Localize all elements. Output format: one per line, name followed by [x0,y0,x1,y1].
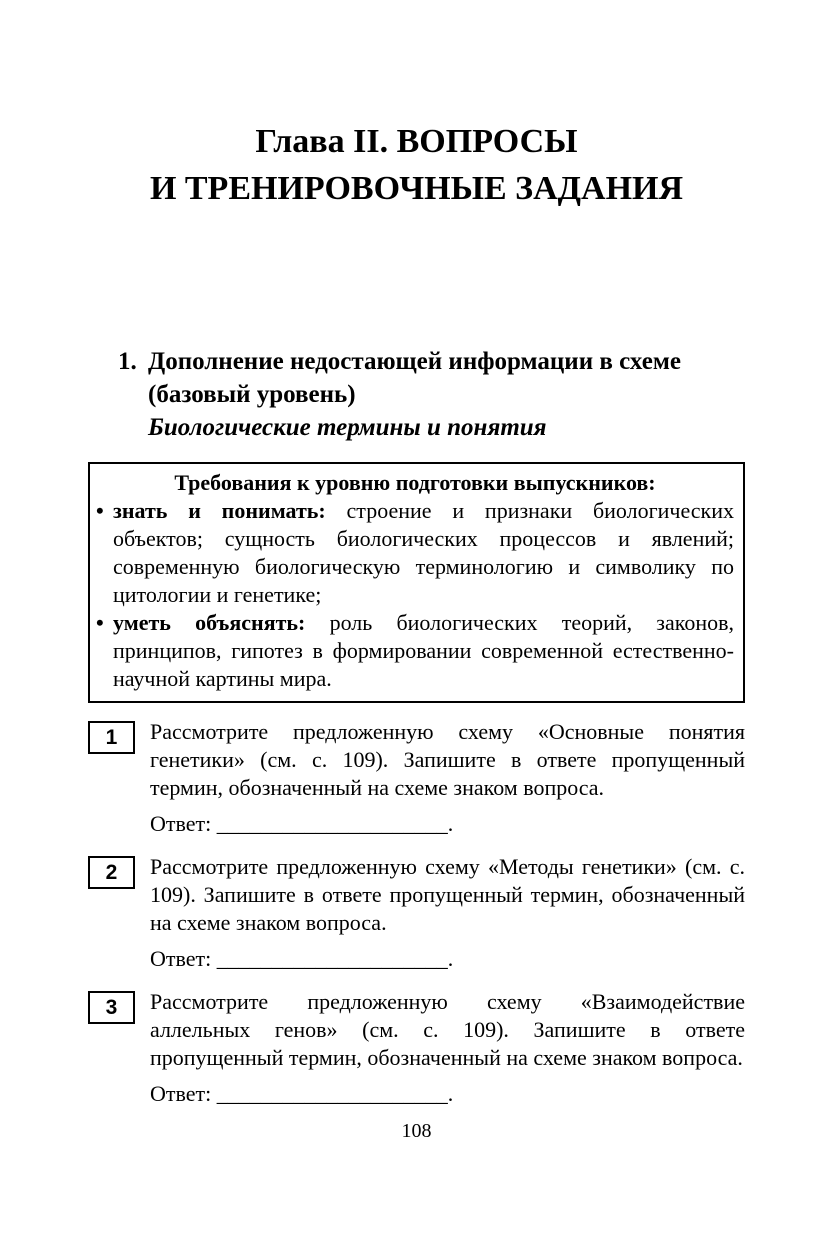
task-body [150,853,745,973]
task-number: 2 [105,860,118,884]
chapter-title [88,118,745,212]
task-item-1 [88,718,745,838]
task-text: Рассмотрите предложенную схему «Методы генетики» (см. с. 109). Запишите в ответе пропущенный термин, обозначенный на схеме знаком вопроса. [150,854,745,935]
answer-line [150,945,745,973]
requirement-text: роль биологических теорий, законов, принципов, гипотез в формировании современной естественно-научной картины мира. [113,610,734,691]
requirement-item [96,609,734,693]
section-number: 1. [118,348,137,375]
task-number-box [88,991,135,1024]
answer-label: Ответ: [150,811,212,836]
task-body [150,718,745,838]
requirement-text-block [113,609,734,693]
task-text: Рассмотрите предложенную схему «Взаимодействие аллельных генов» (см. с. 109). Запишите в ответе пропущенный термин, обозначенный на схеме знаком вопроса. [150,989,745,1070]
chapter-title-line2: И ТРЕНИРОВОЧНЫЕ ЗАДАНИЯ [149,170,684,207]
task-number: 3 [105,995,118,1019]
section-heading-line2: (базовый уровень) [148,381,356,408]
requirement-text-block [113,497,734,609]
answer-label: Ответ: [150,946,212,971]
chapter-title-line1: Глава II. ВОПРОСЫ [255,123,578,160]
answer-label: Ответ: [150,1081,212,1106]
requirement-lead: уметь объяснять: [113,610,306,635]
page-number: 108 [401,1120,432,1142]
requirement-lead: знать и понимать: [113,498,326,523]
task-body [150,988,745,1108]
answer-blank: _____________________ [216,811,448,836]
task-item-2 [88,853,745,973]
bullet-icon: • [96,498,104,523]
answer-blank: _____________________ [216,1081,448,1106]
task-number-box [88,721,135,754]
answer-line [150,1080,745,1108]
answer-blank: _____________________ [216,946,448,971]
task-text: Рассмотрите предложенную схему «Основные понятия генетики» (см. с. 109). Запишите в ответе пропущенный термин, обозначенный на схеме знаком вопроса. [150,719,745,800]
section-heading [118,345,745,444]
task-item-3 [88,988,745,1108]
answer-line [150,810,745,838]
section-heading-lines [148,345,681,444]
task-number-box [88,856,135,889]
requirements-box [88,462,745,703]
requirements-title: Требования к уровню подготовки выпускников: [174,470,656,495]
section-heading-line1: Дополнение недостающей информации в схеме [148,348,681,375]
answer-period: . [447,811,454,836]
requirement-item [96,497,734,609]
requirement-text: строение и признаки биологических объектов; сущность биологических процессов и явлений; современную биологическую терминологию и символику по цитологии и генетике; [113,498,735,607]
section-subheading: Биологические термины и понятия [148,414,547,441]
task-number: 1 [105,725,118,749]
answer-period: . [447,946,454,971]
answer-period: . [447,1081,454,1106]
bullet-icon: • [96,610,104,635]
